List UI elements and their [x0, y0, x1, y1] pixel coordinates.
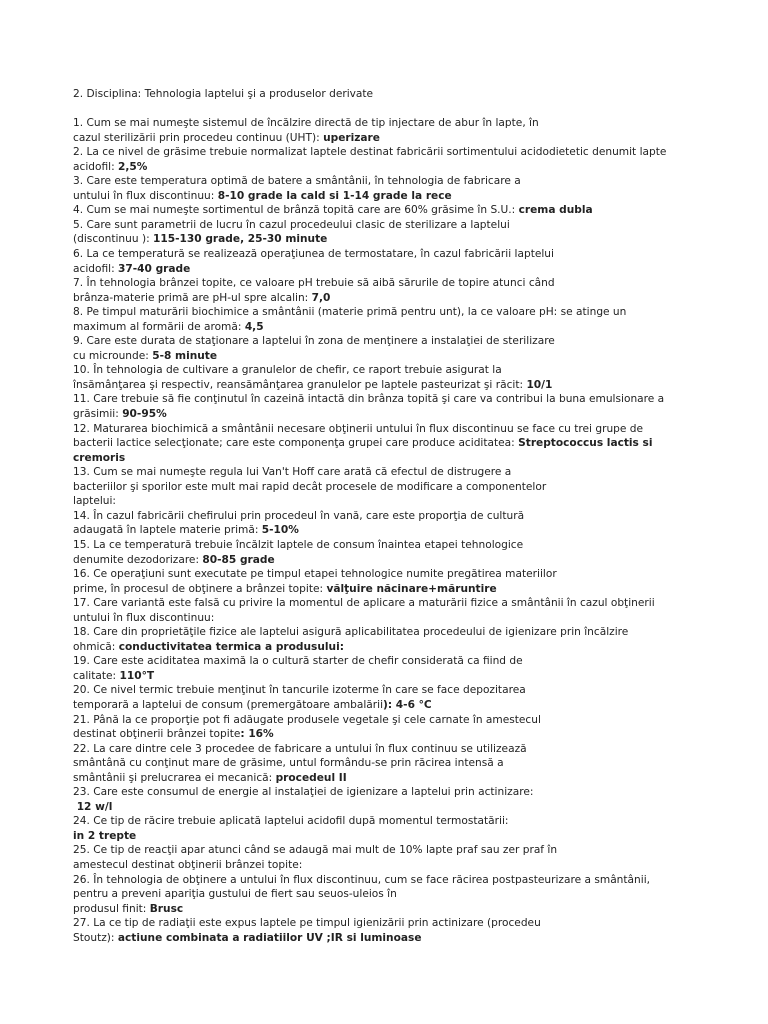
question-text: untului în flux discontinuu:	[73, 189, 218, 202]
question-text: maximum al formării de aromă:	[73, 320, 245, 333]
answer-text: cremoris	[73, 451, 126, 464]
question-line	[73, 683, 693, 698]
question-line	[73, 334, 693, 349]
question-line	[73, 276, 693, 291]
question-item	[73, 116, 693, 145]
question-line	[73, 160, 693, 175]
question-text: smântânii şi prelucrarea ei mecanică:	[73, 771, 276, 784]
question-line	[73, 116, 693, 131]
question-line	[73, 145, 693, 160]
question-line	[73, 785, 693, 800]
question-item	[73, 596, 693, 625]
question-text: temporară a laptelui de consum (premergătoare ambalării	[73, 698, 384, 711]
answer-text: in 2 trepte	[73, 829, 137, 842]
question-line	[73, 305, 693, 320]
question-line	[73, 494, 693, 509]
answer-text: actiune combinata a radiatiilor UV ;IR si luminoase	[117, 931, 422, 944]
question-item	[73, 174, 693, 203]
question-item	[73, 465, 693, 509]
answer-text: 5-8 minute	[152, 349, 218, 362]
question-line	[73, 902, 693, 917]
question-text: 27. La ce tip de radiaţii este expus laptele pe timpul igienizării prin actinizare (procedeu	[73, 917, 541, 930]
answer-text: uperizare	[323, 131, 380, 144]
question-item	[73, 538, 693, 567]
answer-text: 7,0	[311, 291, 331, 304]
document-page	[73, 87, 693, 945]
question-line	[73, 262, 693, 277]
question-line	[73, 218, 693, 233]
answer-text: 2,5%	[118, 160, 148, 173]
question-item	[73, 392, 693, 421]
question-text: 14. În cazul fabricării chefirului prin procedeul în vană, care este proporţia de cultură	[73, 509, 525, 522]
question-item	[73, 713, 693, 742]
question-line	[73, 669, 693, 684]
question-line	[73, 611, 693, 626]
question-line	[73, 422, 693, 437]
question-text: bacteriilor şi sporilor este mult mai rapid decât procesele de modificare a componentelor	[73, 480, 547, 493]
question-item	[73, 625, 693, 654]
question-text: 19. Care este aciditatea maximă la o cultură starter de chefir considerată ca fiind de	[73, 655, 523, 668]
question-text: bacterii lactice selecţionate; care este componenţa grupei care produce aciditatea:	[73, 437, 519, 450]
question-item	[73, 218, 693, 247]
question-line	[73, 349, 693, 364]
question-item	[73, 203, 693, 218]
question-line	[73, 320, 693, 335]
question-line	[73, 596, 693, 611]
question-line	[73, 247, 693, 262]
question-item	[73, 785, 693, 814]
question-line	[73, 727, 693, 742]
question-item	[73, 145, 693, 174]
answer-text: 90-95%	[122, 408, 167, 421]
question-item	[73, 654, 693, 683]
question-item	[73, 843, 693, 872]
question-text: 4. Cum se mai numeşte sortimentul de brânză topită care are 60% grăsime în S.U.:	[73, 204, 519, 217]
question-line	[73, 174, 693, 189]
question-line	[73, 232, 693, 247]
question-line	[73, 363, 693, 378]
answer-text: 110°T	[119, 669, 155, 682]
question-text: 20. Ce nivel termic trebuie menţinut în tancurile izoterme în care se face depozitarea	[73, 684, 526, 697]
question-line	[73, 931, 693, 946]
question-text: laptelui:	[73, 495, 117, 508]
question-line	[73, 858, 693, 873]
question-text: destinat obţinerii brânzei topite	[73, 728, 241, 741]
question-text: acidofil:	[73, 160, 119, 173]
question-text: calitate:	[73, 669, 120, 682]
question-line	[73, 509, 693, 524]
question-text: denumite dezodorizare:	[73, 553, 203, 566]
question-line	[73, 131, 693, 146]
answer-text: Streptococcus lactis si	[518, 437, 653, 450]
question-line	[73, 523, 693, 538]
question-line	[73, 480, 693, 495]
question-text: 25. Ce tip de reacţii apar atunci când se adaugă mai mult de 10% lapte praf sau zer praf în	[73, 844, 558, 857]
answer-text: conductivitatea termica a produsului:	[118, 640, 344, 653]
question-text: cu microunde:	[73, 349, 153, 362]
question-text: pentru a preveni apariţia gustului de fiert sau seuos-uleios în	[73, 888, 397, 901]
answer-text: 10/1	[526, 378, 553, 391]
question-text: 9. Care este durata de staţionare a laptelui în zona de menţinere a instalaţiei de sterilizare	[73, 335, 555, 348]
question-text: 2. La ce nivel de grăsime trebuie normalizat laptele destinat fabricării sortimentului acidodietetic denumit lapte	[73, 146, 667, 159]
question-line	[73, 814, 693, 829]
question-text: produsul finit:	[73, 902, 150, 915]
question-line	[73, 625, 693, 640]
answer-text: : 16%	[240, 728, 274, 741]
question-line	[73, 887, 693, 902]
question-text: 13. Cum se mai numeşte regula lui Van't Hoff care arată că efectul de distrugere a	[73, 466, 512, 479]
question-text: brânza-materie primă are pH-ul spre alcalin:	[73, 291, 312, 304]
question-item	[73, 873, 693, 917]
question-text: însămânţarea şi respectiv, reansămânţarea granulelor pe laptele pasteurizat şi răcit:	[73, 378, 527, 391]
question-text: prime, în procesul de obţinere a brânzei topite:	[73, 582, 327, 595]
question-text: 24. Ce tip de răcire trebuie aplicată laptelui acidofil după momentul termostatării:	[73, 815, 509, 828]
question-item	[73, 567, 693, 596]
question-item	[73, 916, 693, 945]
question-line	[73, 640, 693, 655]
question-line	[73, 189, 693, 204]
question-line	[73, 553, 693, 568]
answer-text: 12 w/l	[73, 800, 113, 813]
question-line	[73, 465, 693, 480]
answer-text: 115-130 grade, 25-30 minute	[153, 233, 328, 246]
question-text: 5. Care sunt parametrii de lucru în cazul procedeului clasic de sterilizare a laptelui	[73, 218, 510, 231]
question-line	[73, 756, 693, 771]
question-item	[73, 509, 693, 538]
question-text: 16. Ce operaţiuni sunt executate pe timpul etapei tehnologice numite pregătirea materiilor	[73, 568, 557, 581]
answer-text: 8-10 grade la cald si 1-14 grade la rece	[217, 189, 452, 202]
question-item	[73, 683, 693, 712]
question-text: amestecul destinat obţinerii brânzei topite:	[73, 858, 303, 871]
question-line	[73, 407, 693, 422]
question-text: 8. Pe timpul maturării biochimice a smântânii (materie primă pentru unt), la ce valoare pH: se atinge un	[73, 306, 627, 319]
question-text: 7. În tehnologia brânzei topite, ce valoare pH trebuie să aibă sărurile de topire atunci când	[73, 277, 555, 290]
answer-text: crema dubla	[518, 204, 593, 217]
question-line	[73, 203, 693, 218]
question-text: cazul sterilizării prin procedeu continuu (UHT):	[73, 131, 324, 144]
question-line	[73, 916, 693, 931]
question-text: grăsimii:	[73, 408, 123, 421]
question-text: 22. La care dintre cele 3 procedee de fabricare a untului în flux continuu se utilizează	[73, 742, 527, 755]
question-line	[73, 873, 693, 888]
question-text: (discontinuu ):	[73, 233, 154, 246]
question-line	[73, 713, 693, 728]
question-line	[73, 291, 693, 306]
question-text: ohmică:	[73, 640, 119, 653]
question-line	[73, 392, 693, 407]
question-list	[73, 116, 693, 945]
question-text: 3. Care este temperatura optimă de batere a smântânii, în tehnologia de fabricare a	[73, 175, 521, 188]
answer-text: 4,5	[244, 320, 264, 333]
question-text: 12. Maturarea biochimică a smântânii necesare obţinerii untului în flux discontinuu se face cu trei grupe de	[73, 422, 644, 435]
answer-text: 80-85 grade	[202, 553, 275, 566]
question-text: 15. La ce temperatură trebuie încălzit laptele de consum înaintea etapei tehnologice	[73, 538, 524, 551]
question-line	[73, 567, 693, 582]
question-text: 26. În tehnologia de obţinere a untului în flux discontinuu, cum se face răcirea postpasteurizare a smântânii,	[73, 873, 651, 886]
discipline-heading: 2. Disciplina: Tehnologia laptelui şi a produselor derivate	[73, 88, 374, 100]
question-item	[73, 334, 693, 363]
answer-text: 37-40 grade	[118, 262, 191, 275]
question-item	[73, 422, 693, 466]
question-text: 17. Care variantă este falsă cu privire la momentul de aplicare a maturării fizice a smântânii în cazul obţinerii	[73, 597, 655, 610]
question-text: Stoutz):	[73, 931, 118, 944]
answer-text: Brusc	[149, 902, 184, 915]
answer-text: ): 4-6 °C	[383, 698, 432, 711]
question-text: 6. La ce temperatură se realizează operaţiunea de termostatare, în cazul fabricării laptelui	[73, 248, 554, 261]
answer-text: vălţuire năcinare+măruntire	[326, 582, 497, 595]
question-line	[73, 698, 693, 713]
question-line	[73, 654, 693, 669]
question-item	[73, 305, 693, 334]
question-text: adaugată în laptele materie primă:	[73, 524, 262, 537]
question-item	[73, 276, 693, 305]
question-item	[73, 363, 693, 392]
question-line	[73, 378, 693, 393]
question-text: untului în flux discontinuu:	[73, 611, 215, 624]
question-line	[73, 771, 693, 786]
question-text: acidofil:	[73, 262, 119, 275]
answer-text: 5-10%	[261, 524, 299, 537]
question-text: smântână cu conţinut mare de grăsime, untul formându-se prin răcirea intensă a	[73, 757, 504, 770]
question-item	[73, 742, 693, 786]
question-text: 11. Care trebuie să fie conţinutul în cazeină intactă din brânza topită şi care va contribui la buna emulsionare a	[73, 393, 665, 406]
question-text: 23. Care este consumul de energie al instalaţiei de igienizare a laptelui prin actinizare:	[73, 786, 534, 799]
question-line	[73, 742, 693, 757]
question-text: 18. Care din proprietăţile fizice ale laptelui asigură aplicabilitatea procedeului de igienizare prin încălzire	[73, 626, 629, 639]
question-line	[73, 582, 693, 597]
question-item	[73, 814, 693, 843]
question-text: 10. În tehnologia de cultivare a granulelor de chefir, ce raport trebuie asigurat la	[73, 364, 502, 377]
question-item	[73, 247, 693, 276]
question-line	[73, 538, 693, 553]
question-text: 1. Cum se mai numeşte sistemul de încălzire directă de tip injectare de abur în lapte, în	[73, 117, 539, 130]
question-line	[73, 436, 693, 451]
question-text: 21. Până la ce proporţie pot fi adăugate produsele vegetale şi cele carnate în amestecul	[73, 713, 541, 726]
answer-text: procedeul II	[275, 771, 347, 784]
question-line	[73, 843, 693, 858]
